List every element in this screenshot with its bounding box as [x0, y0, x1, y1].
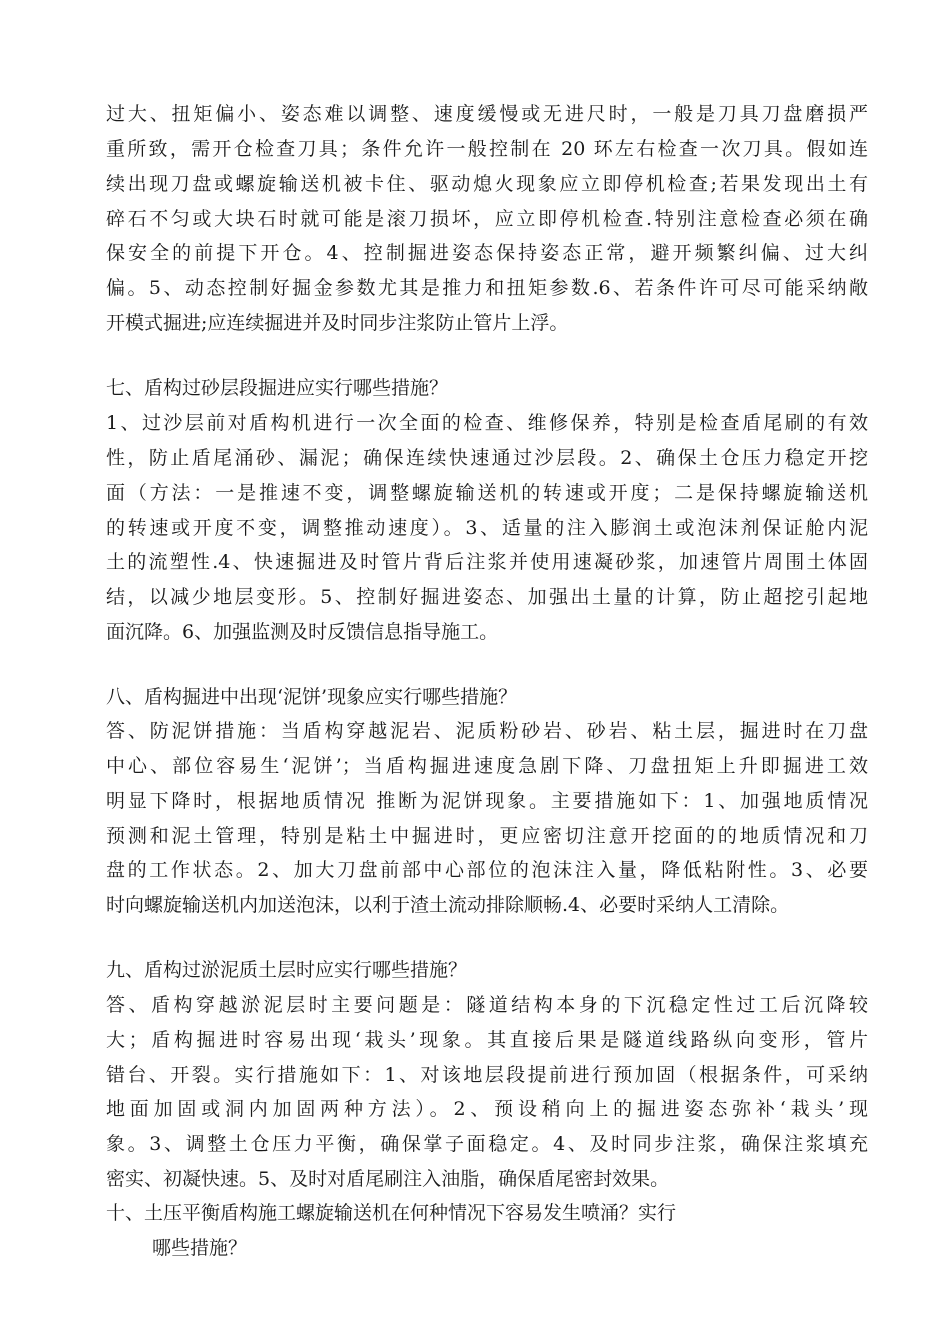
- text-line: 面沉降。6、加强监测及时反馈信息指导施工。: [106, 621, 499, 643]
- section-heading: 十、土压平衡盾构施工螺旋输送机在何种情况下容易发生喷涌？实行: [106, 1202, 677, 1224]
- text-line: 答、盾构穿越淤泥层时主要问题是：隧道结构本身的下沉稳定性过工后沉降较: [106, 994, 868, 1016]
- text-line: 1、过沙层前对盾构机进行一次全面的检查、维修保养，特别是检查盾尾刷的有效: [106, 412, 868, 434]
- text-line: 面（方法：一是推速不变，调整螺旋输送机的转速或开度；二是保持螺旋输送机: [106, 482, 868, 504]
- text-line: 续出现刀盘或螺旋输送机被卡住、驱动熄火现象应立即停机检查;若果发现出土有: [106, 173, 868, 195]
- text-line: 性，防止盾尾涌砂、漏泥；确保连续快速通过沙层段。2、确保土仓压力稳定开挖: [106, 447, 868, 469]
- section-heading: 八、盾构掘进中出现‘泥饼’现象应实行哪些措施？: [106, 686, 518, 708]
- section-heading: 九、盾构过淤泥质土层时应实行哪些措施？: [106, 959, 468, 981]
- text-line: 过大、扭矩偏小、姿态难以调整、速度缓慢或无进尺时，一般是刀具刀盘磨损严: [106, 103, 868, 125]
- text-line: 结，以减少地层变形。5、控制好掘进姿态、加强出土量的计算，防止超挖引起地: [106, 586, 868, 608]
- text-line: 碎石不匀或大块石时就可能是滚刀损坏，应立即停机检查.特别注意检查必须在确: [106, 208, 868, 230]
- text-line: 密实、初凝快速。5、及时对盾尾刷注入油脂，确保盾尾密封效果。: [106, 1168, 670, 1190]
- text-line: 中心、部位容易生‘泥饼’；当盾构掘进速度急剧下降、刀盘扭矩上升即掘进工效: [106, 755, 868, 777]
- text-line: 明显下降时，根据地质情况 推断为泥饼现象。主要措施如下：1、加强地质情况: [106, 790, 868, 812]
- text-line: 的转速或开度不变，调整推动速度）。3、适量的注入膨润土或泡沫剂保证舱内泥: [106, 517, 868, 539]
- text-line: 偏。5、动态控制好掘金参数尤其是推力和扭矩参数.6、若条件许可尽可能采纳敞: [106, 277, 868, 299]
- text-line: 土的流塑性.4、快速掘进及时管片背后注浆并使用速凝砂浆，加速管片周围土体固: [106, 551, 868, 573]
- text-line: 答、防泥饼措施：当盾构穿越泥岩、泥质粉砂岩、砂岩、粘土层，掘进时在刀盘: [106, 720, 868, 742]
- text-line: 保安全的前提下开仓。4、控制掘进姿态保持姿态正常，避开频繁纠偏、过大纠: [106, 242, 868, 264]
- text-line: 重所致，需开仓检查刀具；条件允许一般控制在 20 环左右检查一次刀具。假如连: [106, 138, 868, 160]
- text-line: 盘的工作状态。2、加大刀盘前部中心部位的泡沫注入量，降低粘附性。3、必要: [106, 859, 868, 881]
- text-line: 开模式掘进;应连续掘进并及时同步注浆防止管片上浮。: [106, 312, 569, 334]
- text-line: 地面加固或洞内加固两种方法）。2、预设稍向上的掘进姿态弥补‘栽头’现: [106, 1098, 868, 1120]
- text-line: 错台、开裂。实行措施如下：1、对该地层段提前进行预加固（根据条件，可采纳: [106, 1064, 868, 1086]
- text-line: 预测和泥土管理，特别是粘土中掘进时，更应密切注意开挖面的的地质情况和刀: [106, 825, 868, 847]
- text-line: 象。3、调整土仓压力平衡，确保掌子面稳定。4、及时同步注浆，确保注浆填充: [106, 1133, 868, 1155]
- section-heading: 七、盾构过砂层段掘进应实行哪些措施？: [106, 377, 449, 399]
- section-heading-continuation: 哪些措施？: [152, 1237, 248, 1259]
- text-line: 时向螺旋输送机内加送泡沫，以利于渣土流动排除顺畅.4、必要时采纳人工清除。: [106, 894, 790, 916]
- text-line: 大；盾构掘进时容易出现‘栽头’现象。其直接后果是隧道线路纵向变形，管片: [106, 1029, 868, 1051]
